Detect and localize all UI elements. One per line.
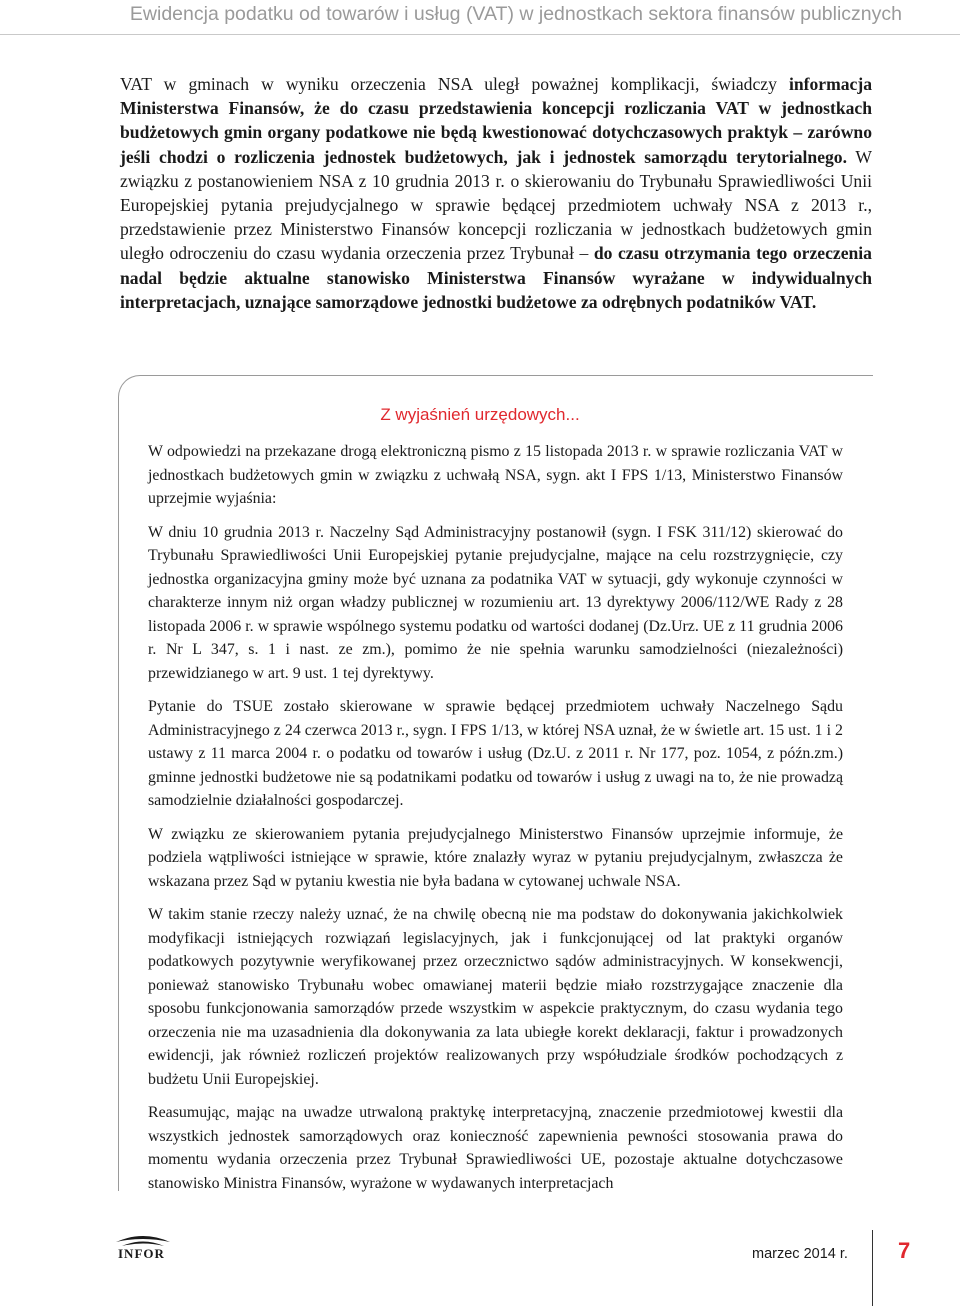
box-paragraph: W dniu 10 grudnia 2013 r. Naczelny Sąd Administracyjny postanowił (sygn. I FSK 311/12) skierować do Trybunału Sprawiedliwości Unii Europejskiej pytanie prejudycjalne, mające na celu rozstrzygnięcie, czy jednostka organizacyjna gminy może być uznana za podatnika VAT w sytuacji, gdy wykonuje czynności w charakterze innym niż organ władzy publicznej w rozumieniu art. 13 dyrektywy 2006/112/WE Rady z 28 listopada 2006 r. w sprawie wspólnego systemu podatku od wartości dodanej (Dz.Urz. UE z 11 grudnia 2006 r. Nr L 347, s. 1 i nast. ze zm.), pomimo że nie spełnia warunku samodzielności (niezależności) przewidzianego w art. 9 ust. 1 tej dyrektywy. [148,523,843,682]
box-paragraph: Pytanie do TSUE zostało skierowane w sprawie będącej przedmiotem uchwały Naczelnego Sądu Administracyjnego z 24 czerwca 2013 r., sygn. I FPS 1/13, w której NSA uznał, że w świetle art. 15 ust. 1 i 2 ustawy z 11 marca 2004 r. o podatku od towarów i usług (Dz.U. z 2011 r. Nr 177, poz. 1054, z późn.zm.) gminne jednostki budżetowe nie są podatnikami podatku od towarów i usług z uwagi na to, że nie prowadzą samodzielnie działalności gospodarczej. [148,698,843,809]
intro-bold-2: do czasu otrzymania tego orzeczenia nadal będzie aktualne stanowisko Ministerstwa Finansów wyrażane w indywidualnych interpretacjach, uznające samorządowe jednostki budżetowe za odrębnych podatników VAT. [120,243,872,312]
box-paragraph: W odpowiedzi na przekazane drogą elektroniczną pismo z 15 listopada 2013 r. w sprawie rozliczania VAT w jednostkach budżetowych gmin w związku z uchwałą NSA, sygn. akt I FPS 1/13, Ministerstwo Finansów uprzejmie wyjaśnia: [148,443,843,507]
box-title: Z wyjaśnień urzędowych... [380,405,580,424]
issue-date: marzec 2014 r. [752,1246,848,1262]
box-paragraph: Reasumując, mając na uwadze utrwaloną praktykę interpretacyjną, znaczenie przedmiotowej kwestii dla wszystkich jednostek samorządowych oraz konieczność zapewnienia pewności stosowania prawa do momentu wydania orzeczenia przez Trybunał Sprawiedliwości UE, pozostaje aktualne dotychczasowe stanowisko Ministra Finansów, wyrażone w wydawanych interpretacjach [148,1104,843,1192]
box-body [148,440,843,1205]
header-title: Ewidencja podatku od towarów i usług (VAT) w jednostkach sektora finansów publicznych [129,3,902,25]
footer-divider [872,1230,873,1306]
logo-text: INFOR [118,1246,165,1261]
intro-text-2: W związku z postanowieniem NSA z 10 grudnia 2013 r. o skierowaniu do Trybunału Sprawiedliwości Unii Europejskiej pytania prejudycjalnego w sprawie będącej przedmiotem uchwały NSA z 2013 r., przedstawienie przez Ministerstwo Finansów koncepcji rozliczania w jednostkach budżetowych gmin uległo odroczeniu do czasu wydania orzeczenia przez Trybunał – [120,146,873,264]
running-header [0,0,960,35]
intro-bold-1: informacja Ministerstwa Finansów, że do czasu przedstawienia koncepcji rozliczania VAT w jednostkach budżetowych gmin organy podatkowe nie będą kwestionować dotychczasowych praktyk – zarówno jeśli chodzi o rozliczenia jednostek budżetowych, jak i jednostek samorządu terytorialnego. [120,74,872,167]
intro-paragraph [120,72,872,314]
box-paragraph: W takim stanie rzeczy należy uznać, że na chwilę obecną nie ma podstaw do dokonywania jakichkolwiek modyfikacji istniejących rozwiązań legislacyjnych, jak i funkcjonującej od lat praktyki organów podatkowych pozytywnie weryfikowanej przez orzecznictwo sądów administracyjnych. W konsekwencji, ponieważ stanowisko Trybunału wobec omawianej materii będzie miało rozstrzygające znaczenie dla sposobu funkcjonowania samorządów przede wszystkim w aspekcie praktycznym, do czasu wydania tego orzeczenia nie ma uzasadnienia dla dokonywania za lata ubiegłe korekt deklaracji, faktur i prowadzonych ewidencji, jak również rozliczeń projektów realizowanych przy współudziale środków pochodzących z budżetu Unii Europejskiej. [148,906,843,1088]
box-paragraph: W związku ze skierowaniem pytania prejudycjalnego Ministerstwo Finansów uprzejmie informuje, że podziela wątpliwości istniejące w sprawie, które znalazły wyraz w pytaniu prejudycjalnym, zwłaszcza że wskazana przez Sąd w pytaniu kwestia nie była badana w cytowanej uchwale NSA. [148,825,843,890]
intro-text-1: VAT w gminach w wyniku orzeczenia NSA uległ poważnej komplikacji, świadczy [120,74,789,94]
page-number: 7 [898,1238,911,1263]
intro-section [120,72,872,314]
